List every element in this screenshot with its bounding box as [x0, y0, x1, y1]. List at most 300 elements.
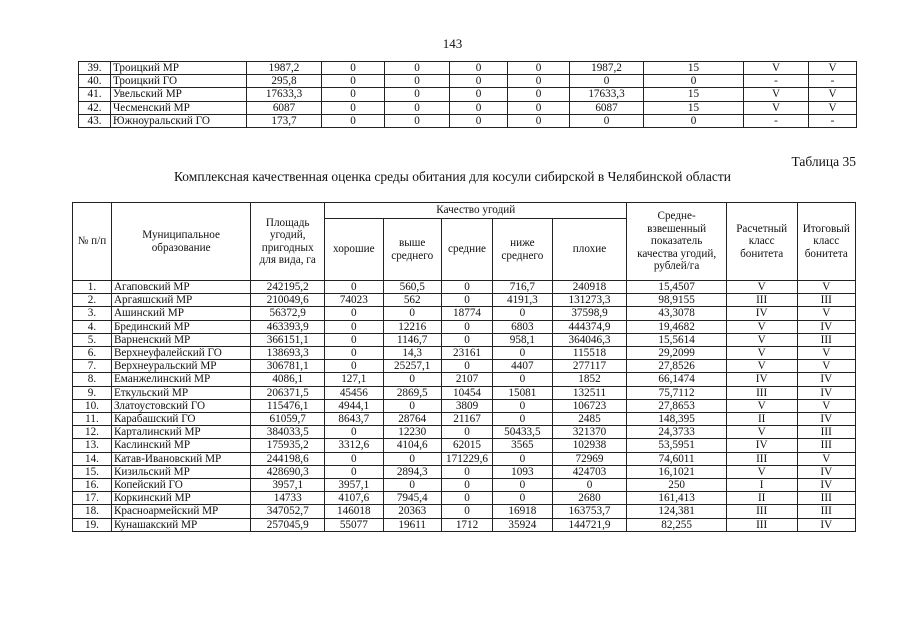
row-number-cell: 2.: [73, 294, 112, 307]
value-cell: 0: [570, 75, 644, 88]
row-number-cell: 10.: [73, 399, 112, 412]
value-cell: 0: [383, 452, 441, 465]
value-cell: 15,4507: [627, 281, 726, 294]
value-cell: 132511: [552, 386, 627, 399]
municipality-cell: Карталинский МР: [111, 426, 250, 439]
value-cell: 210049,6: [251, 294, 325, 307]
value-cell: 0: [493, 307, 552, 320]
value-cell: III: [797, 492, 855, 505]
value-cell: 242195,2: [251, 281, 325, 294]
table-header: [73, 203, 856, 281]
header-calc-class: Расчетный класс бонитета: [726, 203, 797, 281]
row-number-cell: 13.: [73, 439, 112, 452]
value-cell: V: [726, 426, 797, 439]
value-cell: IV: [797, 465, 855, 478]
value-cell: 562: [383, 294, 441, 307]
table-row: [79, 114, 857, 127]
value-cell: 0: [325, 452, 383, 465]
value-cell: III: [726, 452, 797, 465]
value-cell: 0: [385, 62, 450, 75]
value-cell: 0: [383, 479, 441, 492]
value-cell: IV: [797, 373, 855, 386]
table-row: [73, 320, 856, 333]
value-cell: 3957,1: [325, 479, 383, 492]
value-cell: III: [797, 439, 855, 452]
table-row: [73, 360, 856, 373]
value-cell: 45456: [325, 386, 383, 399]
table-row: [73, 479, 856, 492]
value-cell: 321370: [552, 426, 627, 439]
row-number-cell: 18.: [73, 505, 112, 518]
value-cell: 131273,3: [552, 294, 627, 307]
value-cell: IV: [797, 518, 855, 531]
value-cell: 0: [441, 281, 492, 294]
row-number-cell: 11.: [73, 413, 112, 426]
value-cell: 144721,9: [552, 518, 627, 531]
value-cell: III: [797, 505, 855, 518]
value-cell: 0: [450, 62, 508, 75]
table-row: [73, 492, 856, 505]
value-cell: 250: [627, 479, 726, 492]
value-cell: 27,8653: [627, 399, 726, 412]
value-cell: 244198,6: [251, 452, 325, 465]
value-cell: V: [726, 320, 797, 333]
value-cell: 277117: [552, 360, 627, 373]
municipality-cell: Брединский МР: [111, 320, 250, 333]
value-cell: 0: [441, 479, 492, 492]
value-cell: 347052,7: [251, 505, 325, 518]
value-cell: 716,7: [493, 281, 552, 294]
value-cell: 0: [450, 101, 508, 114]
value-cell: IV: [726, 373, 797, 386]
value-cell: IV: [726, 307, 797, 320]
value-cell: 428690,3: [251, 465, 325, 478]
table-row: [73, 518, 856, 531]
value-cell: III: [726, 518, 797, 531]
value-cell: 15: [644, 88, 744, 101]
row-number-cell: 17.: [73, 492, 112, 505]
value-cell: 124,381: [627, 505, 726, 518]
value-cell: IV: [797, 320, 855, 333]
value-cell: 6087: [247, 101, 322, 114]
municipality-cell: Южноуральский ГО: [111, 114, 247, 127]
value-cell: 18774: [441, 307, 492, 320]
value-cell: 3809: [441, 399, 492, 412]
table-row: [73, 294, 856, 307]
municipality-cell: Увельский МР: [111, 88, 247, 101]
row-number-cell: 15.: [73, 465, 112, 478]
municipality-cell: Еманжелинский МР: [111, 373, 250, 386]
value-cell: IV: [797, 386, 855, 399]
value-cell: 0: [450, 88, 508, 101]
value-cell: 2869,5: [383, 386, 441, 399]
value-cell: 0: [325, 465, 383, 478]
value-cell: 19611: [383, 518, 441, 531]
value-cell: 66,1474: [627, 373, 726, 386]
value-cell: 16,1021: [627, 465, 726, 478]
value-cell: V: [744, 62, 809, 75]
header-final-class: Итоговый класс бонитета: [797, 203, 855, 281]
value-cell: 24,3733: [627, 426, 726, 439]
value-cell: 29,2099: [627, 347, 726, 360]
table-row: [73, 465, 856, 478]
page-number: 143: [442, 36, 463, 51]
value-cell: 4086,1: [251, 373, 325, 386]
value-cell: V: [744, 101, 809, 114]
table-row: [73, 426, 856, 439]
value-cell: 0: [508, 88, 570, 101]
value-cell: V: [726, 399, 797, 412]
municipality-cell: Кизильский МР: [111, 465, 250, 478]
value-cell: 4107,6: [325, 492, 383, 505]
value-cell: V: [744, 88, 809, 101]
header-average: средние: [441, 219, 492, 281]
value-cell: 146018: [325, 505, 383, 518]
value-cell: 0: [441, 426, 492, 439]
value-cell: V: [809, 101, 857, 114]
header-num: № п/п: [73, 203, 112, 281]
value-cell: 306781,1: [251, 360, 325, 373]
value-cell: 35924: [493, 518, 552, 531]
value-cell: 0: [644, 75, 744, 88]
value-cell: 12230: [383, 426, 441, 439]
value-cell: I: [726, 479, 797, 492]
table-row: [79, 62, 857, 75]
value-cell: 21167: [441, 413, 492, 426]
value-cell: V: [726, 465, 797, 478]
value-cell: 6803: [493, 320, 552, 333]
table-row: [73, 373, 856, 386]
row-number-cell: 43.: [79, 114, 111, 127]
value-cell: 23161: [441, 347, 492, 360]
continued-table: [78, 61, 857, 128]
value-cell: 0: [383, 399, 441, 412]
value-cell: 444374,9: [552, 320, 627, 333]
table-row: [73, 452, 856, 465]
table-label: Таблица 35: [791, 154, 856, 169]
value-cell: 0: [325, 347, 383, 360]
value-cell: 115476,1: [251, 399, 325, 412]
value-cell: 72969: [552, 452, 627, 465]
row-number-cell: 12.: [73, 426, 112, 439]
value-cell: 0: [325, 320, 383, 333]
row-number-cell: 16.: [73, 479, 112, 492]
value-cell: IV: [726, 439, 797, 452]
value-cell: 0: [552, 479, 627, 492]
value-cell: 958,1: [493, 333, 552, 346]
value-cell: 53,5951: [627, 439, 726, 452]
row-number-cell: 42.: [79, 101, 111, 114]
value-cell: 1852: [552, 373, 627, 386]
value-cell: 27,8526: [627, 360, 726, 373]
value-cell: IV: [797, 413, 855, 426]
municipality-cell: Красноармейский МР: [111, 505, 250, 518]
value-cell: 206371,5: [251, 386, 325, 399]
value-cell: 12216: [383, 320, 441, 333]
value-cell: 161,413: [627, 492, 726, 505]
value-cell: 74023: [325, 294, 383, 307]
municipality-cell: Коркинский МР: [111, 492, 250, 505]
value-cell: 0: [325, 333, 383, 346]
value-cell: 0: [385, 75, 450, 88]
value-cell: 0: [508, 101, 570, 114]
value-cell: 0: [508, 114, 570, 127]
table-row: [73, 413, 856, 426]
value-cell: 0: [325, 307, 383, 320]
row-number-cell: 5.: [73, 333, 112, 346]
value-cell: 74,6011: [627, 452, 726, 465]
value-cell: 0: [325, 426, 383, 439]
value-cell: 1146,7: [383, 333, 441, 346]
value-cell: 16918: [493, 505, 552, 518]
value-cell: V: [797, 307, 855, 320]
value-cell: 102938: [552, 439, 627, 452]
value-cell: V: [726, 347, 797, 360]
municipality-cell: Верхнеуфалейский ГО: [111, 347, 250, 360]
value-cell: 3565: [493, 439, 552, 452]
value-cell: 14733: [251, 492, 325, 505]
value-cell: 19,4682: [627, 320, 726, 333]
value-cell: 148,395: [627, 413, 726, 426]
table-row: [73, 386, 856, 399]
row-number-cell: 4.: [73, 320, 112, 333]
row-number-cell: 39.: [79, 62, 111, 75]
value-cell: 0: [383, 373, 441, 386]
value-cell: III: [797, 333, 855, 346]
value-cell: 0: [441, 465, 492, 478]
value-cell: 25257,1: [383, 360, 441, 373]
value-cell: -: [744, 75, 809, 88]
municipality-cell: Ашинский МР: [111, 307, 250, 320]
municipality-cell: Аргаяшский МР: [111, 294, 250, 307]
value-cell: 2894,3: [383, 465, 441, 478]
value-cell: 0: [322, 101, 385, 114]
value-cell: 0: [322, 62, 385, 75]
header-municipality: Муниципальное образование: [111, 203, 250, 281]
value-cell: 115518: [552, 347, 627, 360]
value-cell: 75,7112: [627, 386, 726, 399]
header-area: Площадь угодий, пригодных для вида, га: [251, 203, 325, 281]
row-number-cell: 41.: [79, 88, 111, 101]
value-cell: 14,3: [383, 347, 441, 360]
header-weighted: Средне-взвешенный показатель качества угодий, рублей/га: [627, 203, 726, 281]
value-cell: III: [797, 294, 855, 307]
value-cell: 3957,1: [251, 479, 325, 492]
value-cell: 0: [322, 75, 385, 88]
value-cell: -: [744, 114, 809, 127]
value-cell: 2107: [441, 373, 492, 386]
value-cell: 2485: [552, 413, 627, 426]
value-cell: 0: [441, 360, 492, 373]
value-cell: 366151,1: [251, 333, 325, 346]
value-cell: 173,7: [247, 114, 322, 127]
value-cell: 7945,4: [383, 492, 441, 505]
municipality-cell: Карабашский ГО: [111, 413, 250, 426]
value-cell: 257045,9: [251, 518, 325, 531]
value-cell: 0: [385, 101, 450, 114]
value-cell: 4944,1: [325, 399, 383, 412]
table-row: [79, 101, 857, 114]
value-cell: 2680: [552, 492, 627, 505]
value-cell: 0: [493, 373, 552, 386]
value-cell: 0: [493, 479, 552, 492]
value-cell: 0: [450, 114, 508, 127]
header-below-average: ниже среднего: [493, 219, 552, 281]
municipality-cell: Варненский МР: [111, 333, 250, 346]
header-good: хорошие: [325, 219, 383, 281]
value-cell: 50433,5: [493, 426, 552, 439]
value-cell: 0: [441, 505, 492, 518]
continued-table-body: [79, 62, 857, 128]
value-cell: V: [797, 452, 855, 465]
value-cell: 10454: [441, 386, 492, 399]
table-row: [73, 505, 856, 518]
table-row: [73, 333, 856, 346]
value-cell: 0: [325, 360, 383, 373]
table-row: [73, 439, 856, 452]
value-cell: 56372,9: [251, 307, 325, 320]
value-cell: V: [797, 347, 855, 360]
value-cell: V: [726, 360, 797, 373]
value-cell: -: [809, 114, 857, 127]
value-cell: 37598,9: [552, 307, 627, 320]
value-cell: 424703: [552, 465, 627, 478]
header-poor: плохие: [552, 219, 627, 281]
municipality-cell: Троицкий МР: [111, 62, 247, 75]
value-cell: 1987,2: [570, 62, 644, 75]
value-cell: 4104,6: [383, 439, 441, 452]
table-row: [73, 281, 856, 294]
table-row: [73, 399, 856, 412]
value-cell: 463393,9: [251, 320, 325, 333]
value-cell: 0: [493, 347, 552, 360]
value-cell: 1987,2: [247, 62, 322, 75]
municipality-cell: Агаповский МР: [111, 281, 250, 294]
value-cell: 0: [325, 281, 383, 294]
value-cell: IV: [797, 479, 855, 492]
value-cell: 28764: [383, 413, 441, 426]
value-cell: III: [726, 294, 797, 307]
table-row: [79, 75, 857, 88]
value-cell: 15,5614: [627, 333, 726, 346]
value-cell: 0: [493, 492, 552, 505]
value-cell: V: [809, 62, 857, 75]
value-cell: 0: [322, 114, 385, 127]
value-cell: II: [726, 492, 797, 505]
value-cell: V: [726, 333, 797, 346]
value-cell: 0: [570, 114, 644, 127]
municipality-cell: Чесменский МР: [111, 101, 247, 114]
value-cell: 0: [441, 294, 492, 307]
municipality-cell: Кунашакский МР: [111, 518, 250, 531]
municipality-cell: Копейский ГО: [111, 479, 250, 492]
value-cell: III: [726, 386, 797, 399]
value-cell: 55077: [325, 518, 383, 531]
value-cell: 3312,6: [325, 439, 383, 452]
table-row: [73, 307, 856, 320]
value-cell: 20363: [383, 505, 441, 518]
municipality-cell: Троицкий ГО: [111, 75, 247, 88]
value-cell: 295,8: [247, 75, 322, 88]
value-cell: 15: [644, 101, 744, 114]
value-cell: 0: [441, 492, 492, 505]
value-cell: 106723: [552, 399, 627, 412]
municipality-cell: Каслинский МР: [111, 439, 250, 452]
value-cell: V: [797, 360, 855, 373]
value-cell: 163753,7: [552, 505, 627, 518]
value-cell: V: [726, 281, 797, 294]
municipality-cell: Еткульский МР: [111, 386, 250, 399]
value-cell: 17633,3: [247, 88, 322, 101]
value-cell: 127,1: [325, 373, 383, 386]
table-row: [79, 88, 857, 101]
value-cell: 61059,7: [251, 413, 325, 426]
value-cell: 364046,3: [552, 333, 627, 346]
value-cell: 0: [508, 75, 570, 88]
value-cell: 0: [383, 307, 441, 320]
row-number-cell: 7.: [73, 360, 112, 373]
value-cell: 82,255: [627, 518, 726, 531]
value-cell: 6087: [570, 101, 644, 114]
value-cell: 17633,3: [570, 88, 644, 101]
value-cell: V: [809, 88, 857, 101]
value-cell: 0: [441, 333, 492, 346]
value-cell: 43,3078: [627, 307, 726, 320]
value-cell: 0: [493, 413, 552, 426]
table-caption: Комплексная качественная оценка среды обитания для косули сибирской в Челябинской области: [173, 169, 732, 184]
municipality-cell: Катав-Ивановский МР: [111, 452, 250, 465]
value-cell: 171229,6: [441, 452, 492, 465]
value-cell: 1712: [441, 518, 492, 531]
header-above-average: выше среднего: [383, 219, 441, 281]
value-cell: II: [726, 413, 797, 426]
value-cell: 0: [644, 114, 744, 127]
row-number-cell: 14.: [73, 452, 112, 465]
value-cell: 4191,3: [493, 294, 552, 307]
value-cell: 138693,3: [251, 347, 325, 360]
value-cell: 0: [450, 75, 508, 88]
value-cell: 175935,2: [251, 439, 325, 452]
habitat-quality-table: [72, 202, 856, 532]
value-cell: 0: [493, 399, 552, 412]
value-cell: 0: [385, 88, 450, 101]
municipality-cell: Златоустовский ГО: [111, 399, 250, 412]
value-cell: V: [797, 399, 855, 412]
value-cell: 15081: [493, 386, 552, 399]
row-number-cell: 9.: [73, 386, 112, 399]
value-cell: 240918: [552, 281, 627, 294]
value-cell: 1093: [493, 465, 552, 478]
value-cell: III: [797, 426, 855, 439]
row-number-cell: 6.: [73, 347, 112, 360]
value-cell: 98,9155: [627, 294, 726, 307]
row-number-cell: 3.: [73, 307, 112, 320]
value-cell: 0: [322, 88, 385, 101]
value-cell: 8643,7: [325, 413, 383, 426]
value-cell: -: [809, 75, 857, 88]
row-number-cell: 1.: [73, 281, 112, 294]
row-number-cell: 40.: [79, 75, 111, 88]
value-cell: 4407: [493, 360, 552, 373]
value-cell: 15: [644, 62, 744, 75]
value-cell: 0: [385, 114, 450, 127]
value-cell: 62015: [441, 439, 492, 452]
header-quality-group: Качество угодий: [325, 203, 627, 219]
table-body: [73, 281, 856, 532]
value-cell: III: [726, 505, 797, 518]
value-cell: 384033,5: [251, 426, 325, 439]
municipality-cell: Верхнеуральский МР: [111, 360, 250, 373]
